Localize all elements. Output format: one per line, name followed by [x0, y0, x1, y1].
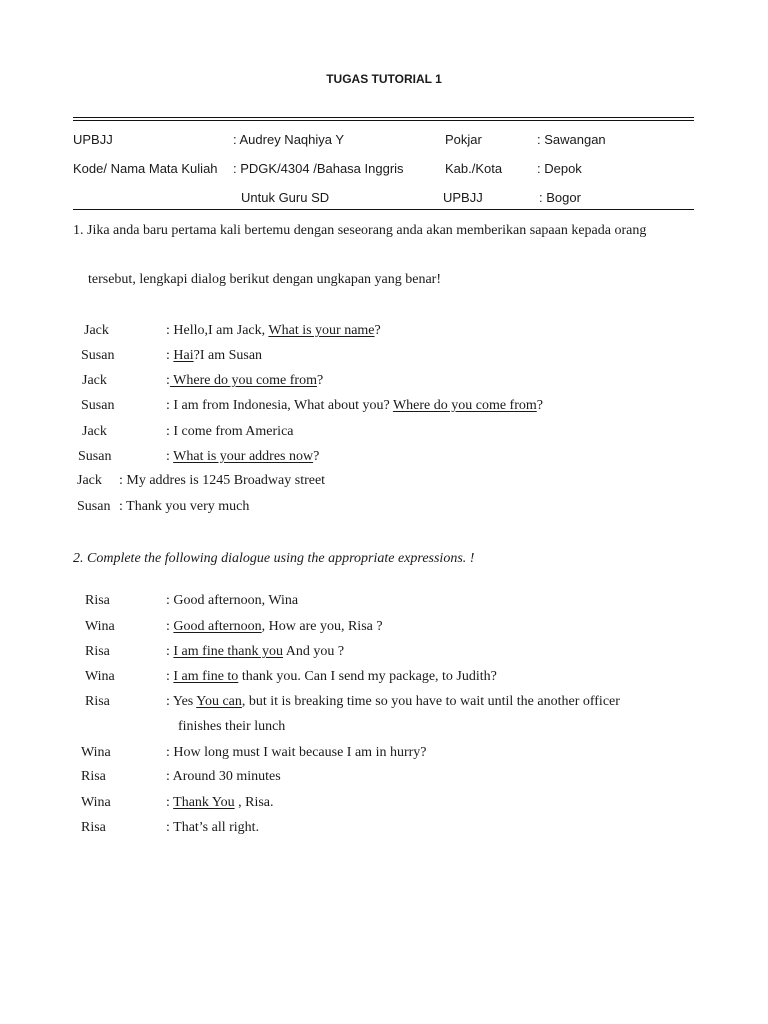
- dialogue-speaker: Susan: [81, 348, 115, 363]
- dialogue-text: : Hello,I am Jack,: [166, 323, 269, 338]
- dialogue-text: : I am from Indonesia, What about you?: [166, 398, 393, 413]
- dialogue-line: [166, 619, 383, 635]
- upbjj-label: UPBJJ: [73, 132, 113, 147]
- dialogue-line: [166, 593, 298, 609]
- document-title: TUGAS TUTORIAL 1: [326, 72, 442, 86]
- dialogue-line: [166, 348, 262, 364]
- dialogue-text: :: [166, 795, 174, 810]
- answer-underlined: I am fine thank you: [173, 644, 284, 659]
- dialogue-text: ?: [536, 398, 543, 413]
- dialogue-line: [166, 795, 274, 811]
- dialogue-text: : My addres is 1245 Broadway street: [119, 473, 326, 488]
- dialogue-text: ?: [374, 323, 381, 338]
- header-top-rule-2: [73, 120, 694, 121]
- dialogue-line: [166, 745, 427, 761]
- dialogue-speaker: Jack: [77, 473, 102, 488]
- answer-underlined: Where do you come from: [169, 373, 317, 388]
- dialogue-line: [166, 373, 323, 389]
- dialogue-line: [119, 473, 325, 489]
- kode-value-continued: Untuk Guru SD: [241, 190, 330, 205]
- student-name-value: : Audrey Naqhiya Y: [233, 132, 345, 147]
- dialogue-speaker: Risa: [85, 644, 110, 659]
- dialogue-line: [166, 323, 381, 339]
- upbjj2-label: UPBJJ: [443, 190, 483, 205]
- dialogue-line: [166, 644, 344, 660]
- answer-underlined: Good afternoon: [173, 619, 262, 634]
- dialogue-text: thank you. Can I send my package, to Judith?: [238, 669, 497, 684]
- dialogue-line: [166, 424, 294, 440]
- dialogue-line: [166, 669, 497, 685]
- dialogue-line: [119, 499, 249, 515]
- dialogue-line: [166, 398, 543, 414]
- header-top-rule-1: [73, 117, 694, 118]
- dialogue-text: : That’s all right.: [166, 820, 260, 835]
- answer-underlined: Where do you come from: [392, 398, 537, 413]
- dialogue-text: finishes their lunch: [178, 719, 286, 734]
- dialogue-speaker: Wina: [85, 619, 115, 634]
- answer-underlined: Thank You: [173, 795, 235, 810]
- header-bottom-rule: [73, 209, 694, 210]
- dialogue-line: [166, 769, 281, 785]
- dialogue-speaker: Risa: [81, 769, 106, 784]
- kode-label: Kode/ Nama Mata Kuliah: [73, 161, 218, 176]
- answer-underlined: What is your addres now: [173, 449, 314, 464]
- dialogue-text: , How are you, Risa ?: [261, 619, 383, 634]
- dialogue-speaker: Risa: [85, 694, 110, 709]
- dialogue-text: : Around 30 minutes: [166, 769, 281, 784]
- dialogue-speaker: Susan: [77, 499, 111, 514]
- dialogue-text: : How long must I wait because I am in hurry?: [166, 745, 427, 760]
- question2-instruction: 2. Complete the following dialogue using the appropriate expressions. !: [73, 551, 475, 566]
- dialogue-line: [166, 820, 259, 836]
- question1-instruction: 1. Jika anda baru pertama kali bertemu dengan seseorang anda akan memberikan sapaan kepada orang: [73, 223, 647, 238]
- kab-label: Kab./Kota: [445, 161, 503, 176]
- dialogue-text: : I come from America: [166, 424, 294, 439]
- pokjar-label: Pokjar: [445, 132, 482, 147]
- dialogue-text: : Yes: [166, 694, 197, 709]
- dialogue-line: [166, 694, 620, 710]
- answer-underlined: What is your name: [268, 323, 375, 338]
- dialogue-text: :: [166, 449, 174, 464]
- pokjar-value: : Sawangan: [537, 132, 606, 147]
- dialogue-text: : Thank you very much: [119, 499, 250, 514]
- dialogue-text: :: [166, 373, 170, 388]
- dialogue-line: [178, 719, 285, 735]
- dialogue-text: : Good afternoon, Wina: [166, 593, 299, 608]
- kode-value: : PDGK/4304 /Bahasa Inggris: [233, 161, 404, 176]
- dialogue-text: ?: [316, 373, 324, 388]
- dialogue-text: ?: [313, 449, 320, 464]
- dialogue-speaker: Susan: [81, 398, 115, 413]
- dialogue-text: And you ?: [283, 644, 345, 659]
- dialogue-speaker: Risa: [81, 820, 106, 835]
- answer-underlined: I am fine to: [173, 669, 239, 684]
- dialogue-text: :: [166, 619, 174, 634]
- dialogue-text: :: [166, 669, 174, 684]
- dialogue-speaker: Wina: [85, 669, 115, 684]
- kab-value: : Depok: [537, 161, 582, 176]
- dialogue-text: ?I am Susan: [193, 348, 263, 363]
- dialogue-text: :: [166, 644, 174, 659]
- dialogue-speaker: Jack: [82, 373, 107, 388]
- dialogue-speaker: Jack: [82, 424, 107, 439]
- dialogue-speaker: Wina: [81, 745, 111, 760]
- dialogue-speaker: Risa: [85, 593, 110, 608]
- dialogue-text: , but it is breaking time so you have to wait until the another officer: [241, 694, 620, 709]
- dialogue-line: [166, 449, 319, 465]
- dialogue-text: , Risa.: [234, 795, 274, 810]
- answer-underlined: You can: [196, 694, 242, 709]
- question1-instruction-cont: tersebut, lengkapi dialog berikut dengan ungkapan yang benar!: [88, 272, 441, 287]
- dialogue-speaker: Wina: [81, 795, 111, 810]
- dialogue-speaker: Jack: [84, 323, 109, 338]
- dialogue-text: :: [166, 348, 174, 363]
- upbjj2-value: : Bogor: [539, 190, 581, 205]
- dialogue-speaker: Susan: [78, 449, 112, 464]
- answer-underlined: Hai: [173, 348, 194, 363]
